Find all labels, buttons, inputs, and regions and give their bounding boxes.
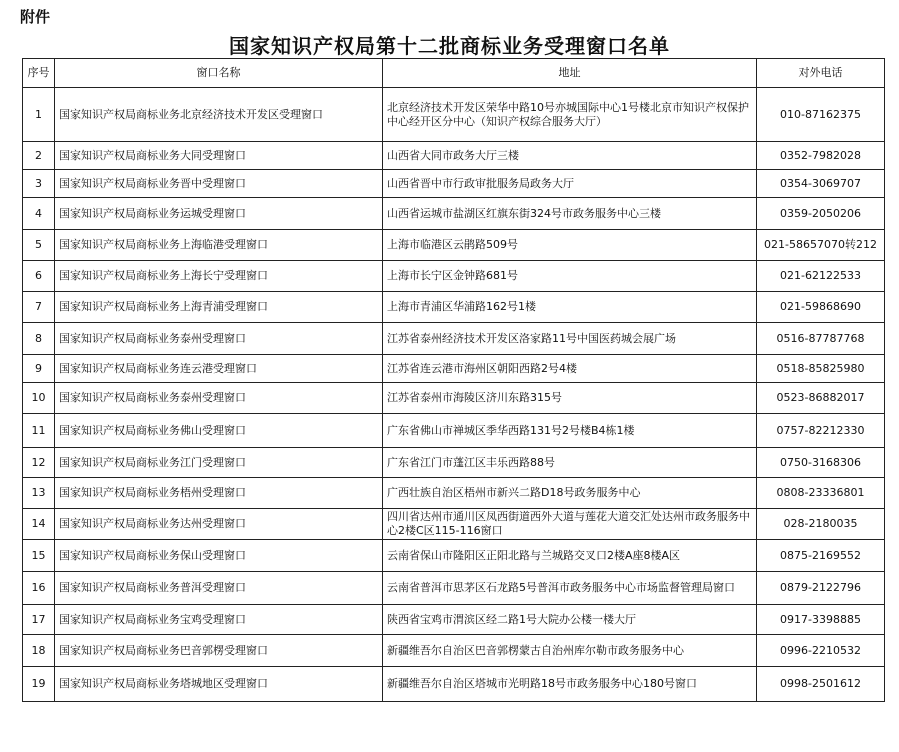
window-name: 国家知识产权局商标业务泰州受理窗口 bbox=[55, 323, 383, 355]
row-number: 13 bbox=[23, 478, 55, 509]
row-number: 8 bbox=[23, 323, 55, 355]
table-row bbox=[23, 605, 885, 635]
table-row bbox=[23, 383, 885, 414]
window-address: 新疆维吾尔自治区塔城市光明路18号市政务服务中心180号窗口 bbox=[383, 667, 757, 702]
window-phone: 021-58657070转212 bbox=[757, 230, 885, 261]
row-number: 12 bbox=[23, 448, 55, 478]
row-number: 16 bbox=[23, 572, 55, 605]
window-name: 国家知识产权局商标业务塔城地区受理窗口 bbox=[55, 667, 383, 702]
row-number: 3 bbox=[23, 170, 55, 198]
window-address: 江苏省连云港市海州区朝阳西路2号4楼 bbox=[383, 355, 757, 383]
window-phone: 0359-2050206 bbox=[757, 198, 885, 230]
window-phone: 0917-3398885 bbox=[757, 605, 885, 635]
window-address: 广西壮族自治区梧州市新兴二路D18号政务服务中心 bbox=[383, 478, 757, 509]
header-phone: 对外电话 bbox=[757, 59, 885, 88]
row-number: 5 bbox=[23, 230, 55, 261]
window-name: 国家知识产权局商标业务保山受理窗口 bbox=[55, 540, 383, 572]
window-address: 山西省运城市盐湖区红旗东街324号市政务服务中心三楼 bbox=[383, 198, 757, 230]
row-number: 6 bbox=[23, 261, 55, 292]
window-address: 广东省佛山市禅城区季华西路131号2号楼B4栋1楼 bbox=[383, 414, 757, 448]
window-name: 国家知识产权局商标业务运城受理窗口 bbox=[55, 198, 383, 230]
row-number: 1 bbox=[23, 88, 55, 142]
window-phone: 0757-82212330 bbox=[757, 414, 885, 448]
window-phone: 0518-85825980 bbox=[757, 355, 885, 383]
table-row bbox=[23, 414, 885, 448]
row-number: 7 bbox=[23, 292, 55, 323]
window-name: 国家知识产权局商标业务上海临港受理窗口 bbox=[55, 230, 383, 261]
window-name: 国家知识产权局商标业务巴音郭楞受理窗口 bbox=[55, 635, 383, 667]
window-name: 国家知识产权局商标业务北京经济技术开发区受理窗口 bbox=[55, 88, 383, 142]
window-name: 国家知识产权局商标业务上海长宁受理窗口 bbox=[55, 261, 383, 292]
table-row bbox=[23, 478, 885, 509]
window-address: 广东省江门市蓬江区丰乐西路88号 bbox=[383, 448, 757, 478]
window-phone: 0523-86882017 bbox=[757, 383, 885, 414]
row-number: 19 bbox=[23, 667, 55, 702]
row-number: 17 bbox=[23, 605, 55, 635]
window-phone: 0808-23336801 bbox=[757, 478, 885, 509]
window-name: 国家知识产权局商标业务佛山受理窗口 bbox=[55, 414, 383, 448]
window-phone: 010-87162375 bbox=[757, 88, 885, 142]
window-name: 国家知识产权局商标业务江门受理窗口 bbox=[55, 448, 383, 478]
row-number: 18 bbox=[23, 635, 55, 667]
table-row bbox=[23, 230, 885, 261]
window-address: 云南省普洱市思茅区石龙路5号普洱市政务服务中心市场监督管理局窗口 bbox=[383, 572, 757, 605]
row-number: 4 bbox=[23, 198, 55, 230]
table-row bbox=[23, 142, 885, 170]
table-row bbox=[23, 667, 885, 702]
window-name: 国家知识产权局商标业务大同受理窗口 bbox=[55, 142, 383, 170]
window-name: 国家知识产权局商标业务梧州受理窗口 bbox=[55, 478, 383, 509]
window-name: 国家知识产权局商标业务普洱受理窗口 bbox=[55, 572, 383, 605]
table-row bbox=[23, 323, 885, 355]
window-phone: 0875-2169552 bbox=[757, 540, 885, 572]
row-number: 9 bbox=[23, 355, 55, 383]
table-row bbox=[23, 448, 885, 478]
window-phone: 0998-2501612 bbox=[757, 667, 885, 702]
window-name: 国家知识产权局商标业务上海青浦受理窗口 bbox=[55, 292, 383, 323]
window-name: 国家知识产权局商标业务晋中受理窗口 bbox=[55, 170, 383, 198]
window-address: 山西省晋中市行政审批服务局政务大厅 bbox=[383, 170, 757, 198]
window-address: 新疆维吾尔自治区巴音郭楞蒙古自治州库尔勒市政务服务中心 bbox=[383, 635, 757, 667]
table-row bbox=[23, 572, 885, 605]
window-address: 上海市临港区云鹃路509号 bbox=[383, 230, 757, 261]
table-row bbox=[23, 198, 885, 230]
table-row bbox=[23, 292, 885, 323]
window-phone: 021-62122533 bbox=[757, 261, 885, 292]
window-address: 上海市长宁区金钟路681号 bbox=[383, 261, 757, 292]
row-number: 15 bbox=[23, 540, 55, 572]
window-list-table bbox=[22, 58, 885, 702]
annex-label: 附件 bbox=[20, 8, 51, 26]
window-phone: 021-59868690 bbox=[757, 292, 885, 323]
window-address: 陕西省宝鸡市渭滨区经二路1号大院办公楼一楼大厅 bbox=[383, 605, 757, 635]
window-phone: 0879-2122796 bbox=[757, 572, 885, 605]
table-row bbox=[23, 261, 885, 292]
window-phone: 0750-3168306 bbox=[757, 448, 885, 478]
window-address: 山西省大同市政务大厅三楼 bbox=[383, 142, 757, 170]
table-row bbox=[23, 635, 885, 667]
table-header-row bbox=[23, 59, 885, 88]
window-name: 国家知识产权局商标业务达州受理窗口 bbox=[55, 509, 383, 540]
window-name: 国家知识产权局商标业务宝鸡受理窗口 bbox=[55, 605, 383, 635]
window-phone: 0996-2210532 bbox=[757, 635, 885, 667]
table-row bbox=[23, 170, 885, 198]
window-name: 国家知识产权局商标业务连云港受理窗口 bbox=[55, 355, 383, 383]
header-addr: 地址 bbox=[383, 59, 757, 88]
header-name: 窗口名称 bbox=[55, 59, 383, 88]
window-address: 北京经济技术开发区荣华中路10号亦城国际中心1号楼北京市知识产权保护中心经开区分中心（知识产权综合服务大厅） bbox=[383, 88, 757, 142]
table-row bbox=[23, 509, 885, 540]
row-number: 14 bbox=[23, 509, 55, 540]
window-phone: 028-2180035 bbox=[757, 509, 885, 540]
document-title: 国家知识产权局第十二批商标业务受理窗口名单 bbox=[229, 34, 670, 58]
row-number: 11 bbox=[23, 414, 55, 448]
window-phone: 0354-3069707 bbox=[757, 170, 885, 198]
window-phone: 0516-87787768 bbox=[757, 323, 885, 355]
window-address: 江苏省泰州经济技术开发区洛家路11号中国医药城会展广场 bbox=[383, 323, 757, 355]
table-row bbox=[23, 540, 885, 572]
table-row bbox=[23, 355, 885, 383]
row-number: 10 bbox=[23, 383, 55, 414]
table-row bbox=[23, 88, 885, 142]
header-num: 序号 bbox=[23, 59, 55, 88]
window-phone: 0352-7982028 bbox=[757, 142, 885, 170]
window-name: 国家知识产权局商标业务泰州受理窗口 bbox=[55, 383, 383, 414]
row-number: 2 bbox=[23, 142, 55, 170]
window-address: 云南省保山市隆阳区正阳北路与兰城路交叉口2楼A座8楼A区 bbox=[383, 540, 757, 572]
window-address: 江苏省泰州市海陵区济川东路315号 bbox=[383, 383, 757, 414]
window-address: 四川省达州市通川区凤西街道西外大道与莲花大道交汇处达州市政务服务中心2楼C区115-116窗口 bbox=[383, 509, 757, 540]
window-address: 上海市青浦区华浦路162号1楼 bbox=[383, 292, 757, 323]
